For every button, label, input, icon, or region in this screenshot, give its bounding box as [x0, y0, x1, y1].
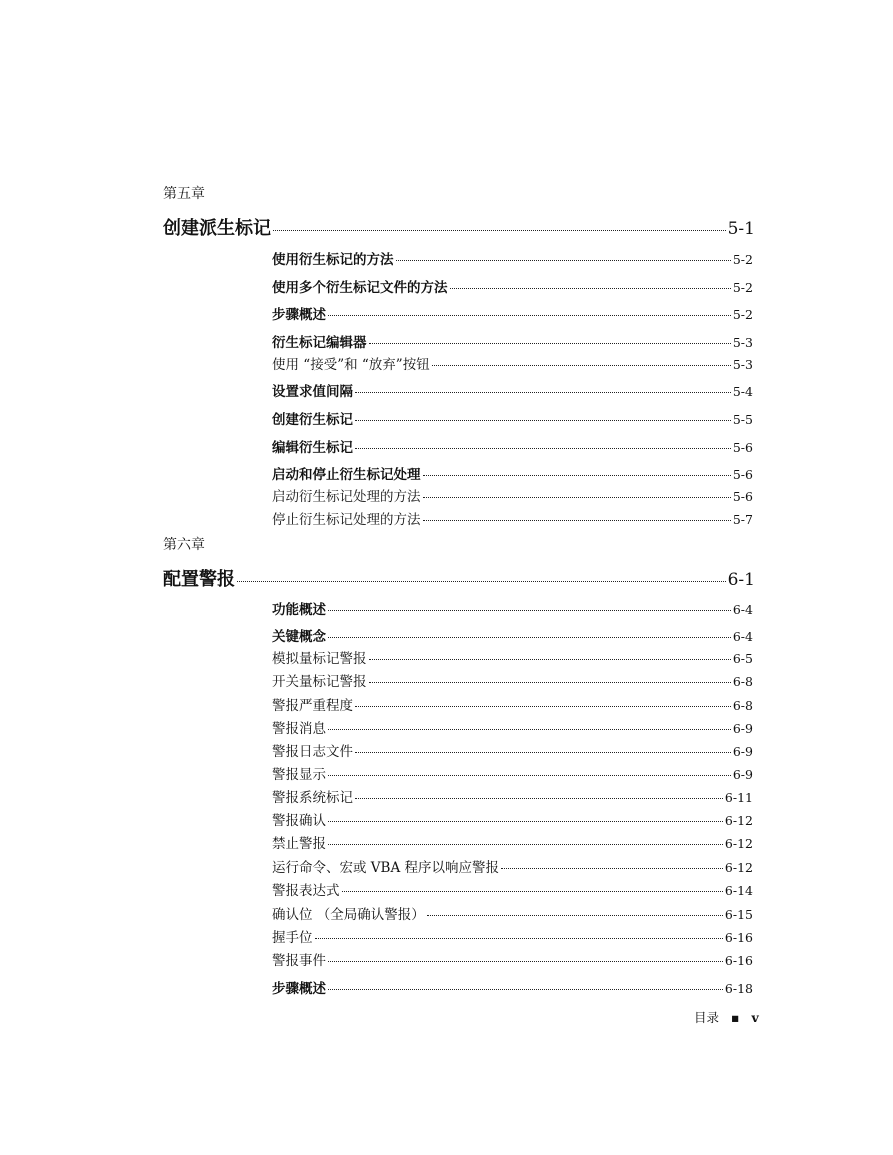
dot-leader: [355, 420, 731, 421]
dot-leader: [328, 775, 731, 776]
toc-entry-title: 创建衍生标记: [272, 412, 353, 428]
toc-entry-title: 使用多个衍生标记文件的方法: [272, 280, 448, 296]
toc-entry-page: 6-16: [724, 953, 753, 968]
toc-entry-title: 编辑衍生标记: [272, 440, 353, 456]
toc-entry-title: 警报表达式: [272, 883, 340, 899]
dot-leader: [423, 497, 731, 498]
toc-entry[interactable]: [272, 977, 753, 997]
dot-leader: [328, 989, 723, 990]
toc-entry-title: 步骤概述: [272, 307, 326, 323]
toc-entry-title: 衍生标记编辑器: [272, 335, 367, 351]
toc-entry-title: 警报事件: [272, 953, 326, 969]
toc-subentry[interactable]: [272, 856, 753, 876]
dot-leader: [355, 392, 731, 393]
toc-subentry[interactable]: [272, 926, 753, 946]
bullet-icon: ▪: [731, 1010, 740, 1025]
dot-leader: [432, 365, 731, 366]
dot-leader: [342, 891, 723, 892]
toc-subentry[interactable]: [272, 740, 753, 760]
chapter-title-row[interactable]: [163, 214, 755, 240]
toc-entry[interactable]: [272, 625, 753, 645]
toc-entry-page: 6-12: [724, 836, 753, 851]
toc-entry-title: 握手位: [272, 930, 313, 946]
toc-entry-page: 6-18: [724, 981, 753, 996]
toc-entry-page: 6-5: [732, 651, 753, 666]
toc-entry-page: 6-12: [724, 860, 753, 875]
toc-entry[interactable]: [272, 380, 753, 400]
dot-leader: [355, 752, 731, 753]
chapter-title: 配置警报: [163, 569, 235, 590]
toc-entry-title: 停止衍生标记处理的方法: [272, 512, 421, 528]
toc-entry-page: 6-8: [732, 674, 753, 689]
toc-entry-title: 启动衍生标记处理的方法: [272, 489, 421, 505]
toc-entry-page: 5-6: [732, 489, 753, 504]
toc-entry-page: 6-16: [724, 930, 753, 945]
toc-entry-title: 警报系统标记: [272, 790, 353, 806]
toc-entry-page: 6-4: [732, 629, 753, 644]
dot-leader: [328, 729, 731, 730]
toc-entry-title: 运行命令、宏或 VBA 程序以响应警报: [272, 860, 500, 876]
toc-entry-page: 5-3: [732, 335, 753, 350]
dot-leader: [328, 844, 723, 845]
toc-entry-title: 模拟量标记警报: [272, 651, 367, 667]
dot-leader: [450, 288, 731, 289]
toc-entry-title: 步骤概述: [272, 981, 326, 997]
chapter-page-number: 6-1: [727, 570, 755, 590]
toc-entry[interactable]: [272, 331, 753, 351]
dot-leader: [369, 659, 731, 660]
toc-entry-page: 6-11: [724, 790, 753, 805]
toc-entry-title: 功能概述: [272, 602, 326, 618]
toc-entry[interactable]: [272, 598, 753, 618]
toc-entry-title: 警报消息: [272, 721, 326, 737]
dot-leader: [237, 581, 726, 582]
toc-subentry[interactable]: [272, 949, 753, 969]
dot-leader: [328, 610, 731, 611]
footer-section-label: 目录: [694, 1010, 720, 1025]
toc-entry-page: 5-6: [732, 440, 753, 455]
toc-entry-page: 5-2: [732, 280, 753, 295]
dot-leader: [369, 682, 731, 683]
dot-leader: [328, 961, 723, 962]
dot-leader: [273, 230, 726, 231]
toc-subentry[interactable]: [272, 809, 753, 829]
toc-entry-title: 确认位 （全局确认警报）: [272, 907, 425, 923]
toc-entry-title: 警报确认: [272, 813, 326, 829]
toc-entry-title: 关键概念: [272, 629, 326, 645]
toc-entry-page: 5-4: [732, 384, 753, 399]
dot-leader: [427, 915, 723, 916]
toc-entry[interactable]: [272, 248, 753, 268]
toc-entry-page: 6-14: [724, 883, 753, 898]
toc-entry-title: 设置求值间隔: [272, 384, 353, 400]
toc-entry-page: 5-3: [732, 357, 753, 372]
toc-entry[interactable]: [272, 276, 753, 296]
toc-entry-page: 6-8: [732, 698, 753, 713]
toc-entry-title: 启动和停止衍生标记处理: [272, 467, 421, 483]
toc-subentry[interactable]: [272, 508, 753, 528]
chapter-page-number: 5-1: [727, 219, 755, 239]
toc-entry-page: 6-12: [724, 813, 753, 828]
toc-subentry[interactable]: [272, 763, 753, 783]
toc-entry-title: 禁止警报: [272, 836, 326, 852]
toc-entry-title: 警报显示: [272, 767, 326, 783]
toc-entry-title: 使用衍生标记的方法: [272, 252, 394, 268]
chapter-label: 第五章: [163, 186, 205, 202]
dot-leader: [369, 343, 731, 344]
toc-entry[interactable]: [272, 436, 753, 456]
toc-subentry[interactable]: [272, 832, 753, 852]
dot-leader: [501, 868, 723, 869]
dot-leader: [355, 706, 731, 707]
toc-entry-page: 5-2: [732, 252, 753, 267]
toc-entry-page: 6-15: [724, 907, 753, 922]
toc-entry-page: 5-7: [732, 512, 753, 527]
toc-subentry[interactable]: [272, 717, 753, 737]
toc-entry[interactable]: [272, 408, 753, 428]
dot-leader: [355, 798, 723, 799]
toc-entry-page: 5-6: [732, 467, 753, 482]
toc-entry-page: 5-5: [732, 412, 753, 427]
chapter-label: 第六章: [163, 537, 205, 553]
dot-leader: [423, 475, 731, 476]
toc-subentry[interactable]: [272, 485, 753, 505]
dot-leader: [328, 821, 723, 822]
toc-entry[interactable]: [272, 303, 753, 323]
toc-entry-page: 6-4: [732, 602, 753, 617]
toc-subentry[interactable]: [272, 786, 753, 806]
toc-subentry[interactable]: [272, 647, 753, 667]
toc-subentry[interactable]: [272, 879, 753, 899]
dot-leader: [355, 448, 731, 449]
toc-entry-title: 警报严重程度: [272, 698, 353, 714]
toc-entry-page: 6-9: [732, 744, 753, 759]
toc-subentry[interactable]: [272, 353, 753, 373]
dot-leader: [328, 315, 731, 316]
toc-entry-page: 5-2: [732, 307, 753, 322]
toc-entry-page: 6-9: [732, 767, 753, 782]
dot-leader: [396, 260, 731, 261]
footer-page-number: v: [751, 1010, 759, 1025]
dot-leader: [328, 637, 731, 638]
toc-subentry[interactable]: [272, 670, 753, 690]
toc-entry[interactable]: [272, 463, 753, 483]
page-footer: [694, 1008, 759, 1026]
toc-subentry[interactable]: [272, 903, 753, 923]
toc-entry-title: 警报日志文件: [272, 744, 353, 760]
chapter-title: 创建派生标记: [163, 218, 271, 239]
toc-entry-title: 使用 “接受”和 “放弃”按钮: [272, 357, 430, 373]
dot-leader: [315, 938, 723, 939]
dot-leader: [423, 520, 731, 521]
toc-subentry[interactable]: [272, 694, 753, 714]
toc-entry-title: 开关量标记警报: [272, 674, 367, 690]
toc-entry-page: 6-9: [732, 721, 753, 736]
chapter-title-row[interactable]: [163, 565, 755, 591]
